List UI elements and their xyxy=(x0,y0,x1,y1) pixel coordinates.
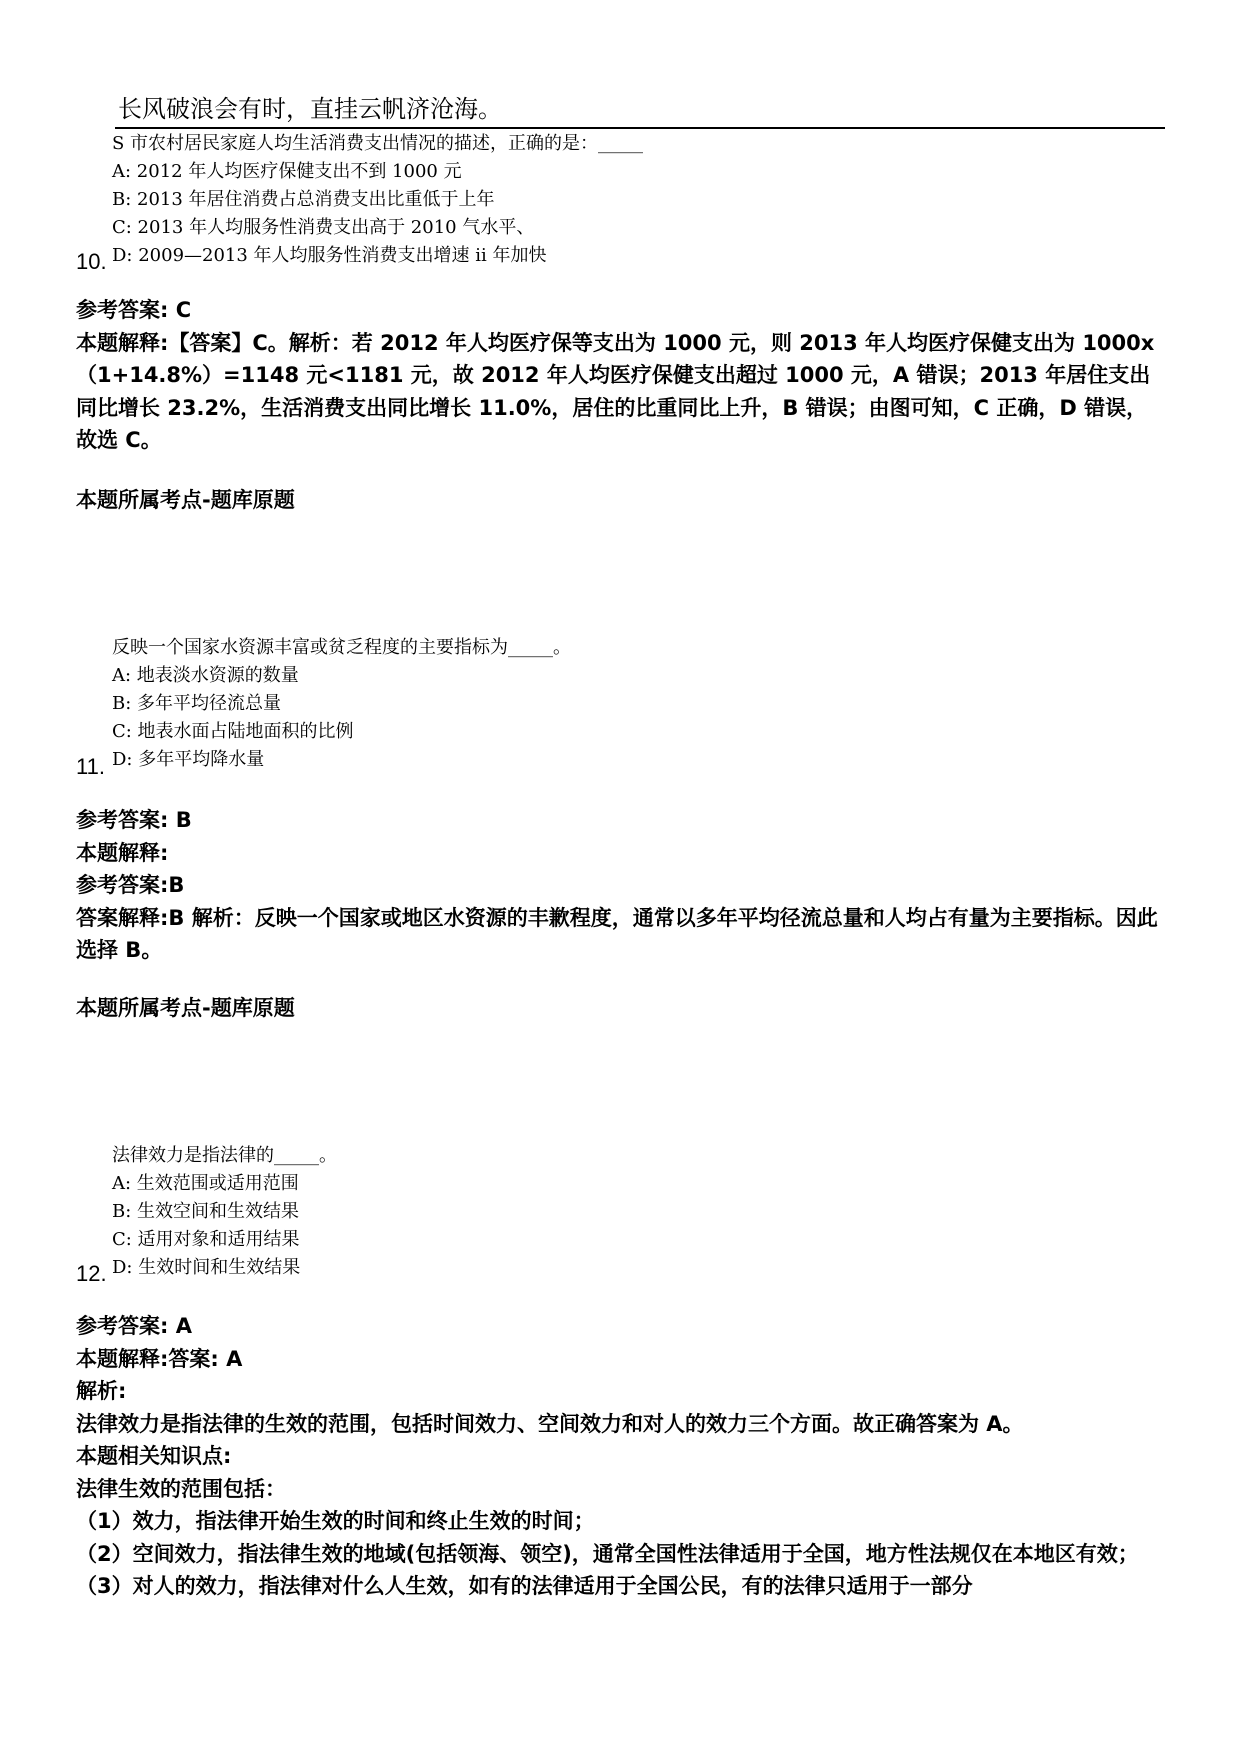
explanation: 本题解释:【答案】C。解析：若 2012 年人均医疗保等支出为 1000 元，则 2013 年人均医疗保健支出为 1000x（1+14.8%）=1148 元<1181 元，故 2012 年人均医疗保健支出超过 1000 元，A 错误；2013 年居住支出同比增长 23.2%，生活消费支出同比增长 11.0%，居住的比重同比上升，B 错误；由图可知，C 正确，D 错误，故选 C。 xyxy=(76,330,1155,452)
reference-answer-2: 参考答案:B xyxy=(76,873,185,897)
option-a: A: 地表淡水资源的数量 xyxy=(112,665,299,686)
reference-answer: 参考答案: C xyxy=(76,298,192,322)
explanation-label: 本题解释:答案: A xyxy=(76,1346,243,1371)
question-number: 10. xyxy=(76,249,107,274)
question-12-block xyxy=(112,1142,337,1282)
option-d: D: 2009—2013 年人均服务性消费支出增速 ii 年加快 xyxy=(112,245,547,266)
analysis-text: 法律效力是指法律的生效的范围，包括时间效力、空间效力和对人的效力三个方面。故正确答案为 A。 xyxy=(76,1411,1024,1436)
explanation-label: 本题解释: xyxy=(76,840,169,865)
question-11-block xyxy=(112,634,571,774)
answer-section-10 xyxy=(76,294,1166,457)
option-b: B: 生效空间和生效结果 xyxy=(112,1201,300,1222)
option-c: C: 2013 年人均服务性消费支出高于 2010 气水平、 xyxy=(112,217,535,238)
question-number: 11. xyxy=(76,754,105,779)
header-rule xyxy=(115,127,1165,129)
question-10-block xyxy=(112,130,643,270)
knowledge-point-tag: 本题所属考点-题库原题 xyxy=(76,996,295,1020)
analysis-label: 解析: xyxy=(76,1379,127,1403)
option-c: C: 适用对象和适用结果 xyxy=(112,1229,300,1250)
question-stem: 法律效力是指法律的_____。 xyxy=(112,1145,337,1166)
knowledge-item-1: （1）效力，指法律开始生效的时间和终止生效的时间； xyxy=(76,1509,595,1533)
option-a: A: 2012 年人均医疗保健支出不到 1000 元 xyxy=(112,161,462,182)
question-number: 12. xyxy=(76,1261,107,1286)
knowledge-intro: 法律生效的范围包括： xyxy=(76,1476,286,1501)
header-motto: 长风破浪会有时，直挂云帆济沧海。 xyxy=(118,95,502,123)
question-stem: 反映一个国家水资源丰富或贫乏程度的主要指标为_____。 xyxy=(112,637,571,658)
answer-section-12 xyxy=(76,1310,1166,1603)
knowledge-item-2: （2）空间效力，指法律生效的地域(包括领海、领空)，通常全国性法律适用于全国，地方性法规仅在本地区有效； xyxy=(76,1541,1139,1566)
option-b: B: 多年平均径流总量 xyxy=(112,693,282,714)
knowledge-item-3: （3）对人的效力，指法律对什么人生效，如有的法律适用于全国公民，有的法律只适用于一部分 xyxy=(76,1574,973,1598)
option-d: D: 多年平均降水量 xyxy=(112,749,265,770)
knowledge-point-tag: 本题所属考点-题库原题 xyxy=(76,488,295,512)
option-c: C: 地表水面占陆地面积的比例 xyxy=(112,721,354,742)
option-a: A: 生效范围或适用范围 xyxy=(112,1173,299,1194)
knowledge-label: 本题相关知识点: xyxy=(76,1444,232,1468)
explanation: 答案解释:B 解析：反映一个国家或地区水资源的丰歉程度，通常以多年平均径流总量和人均占有量为主要指标。因此选择 B。 xyxy=(76,905,1158,962)
answer-section-11 xyxy=(76,804,1166,967)
reference-answer: 参考答案: B xyxy=(76,808,192,832)
option-b: B: 2013 年居住消费占总消费支出比重低于上年 xyxy=(112,189,495,210)
option-d: D: 生效时间和生效结果 xyxy=(112,1257,301,1278)
reference-answer: 参考答案: A xyxy=(76,1314,192,1338)
question-stem: S 市农村居民家庭人均生活消费支出情况的描述，正确的是：_____ xyxy=(112,133,644,154)
